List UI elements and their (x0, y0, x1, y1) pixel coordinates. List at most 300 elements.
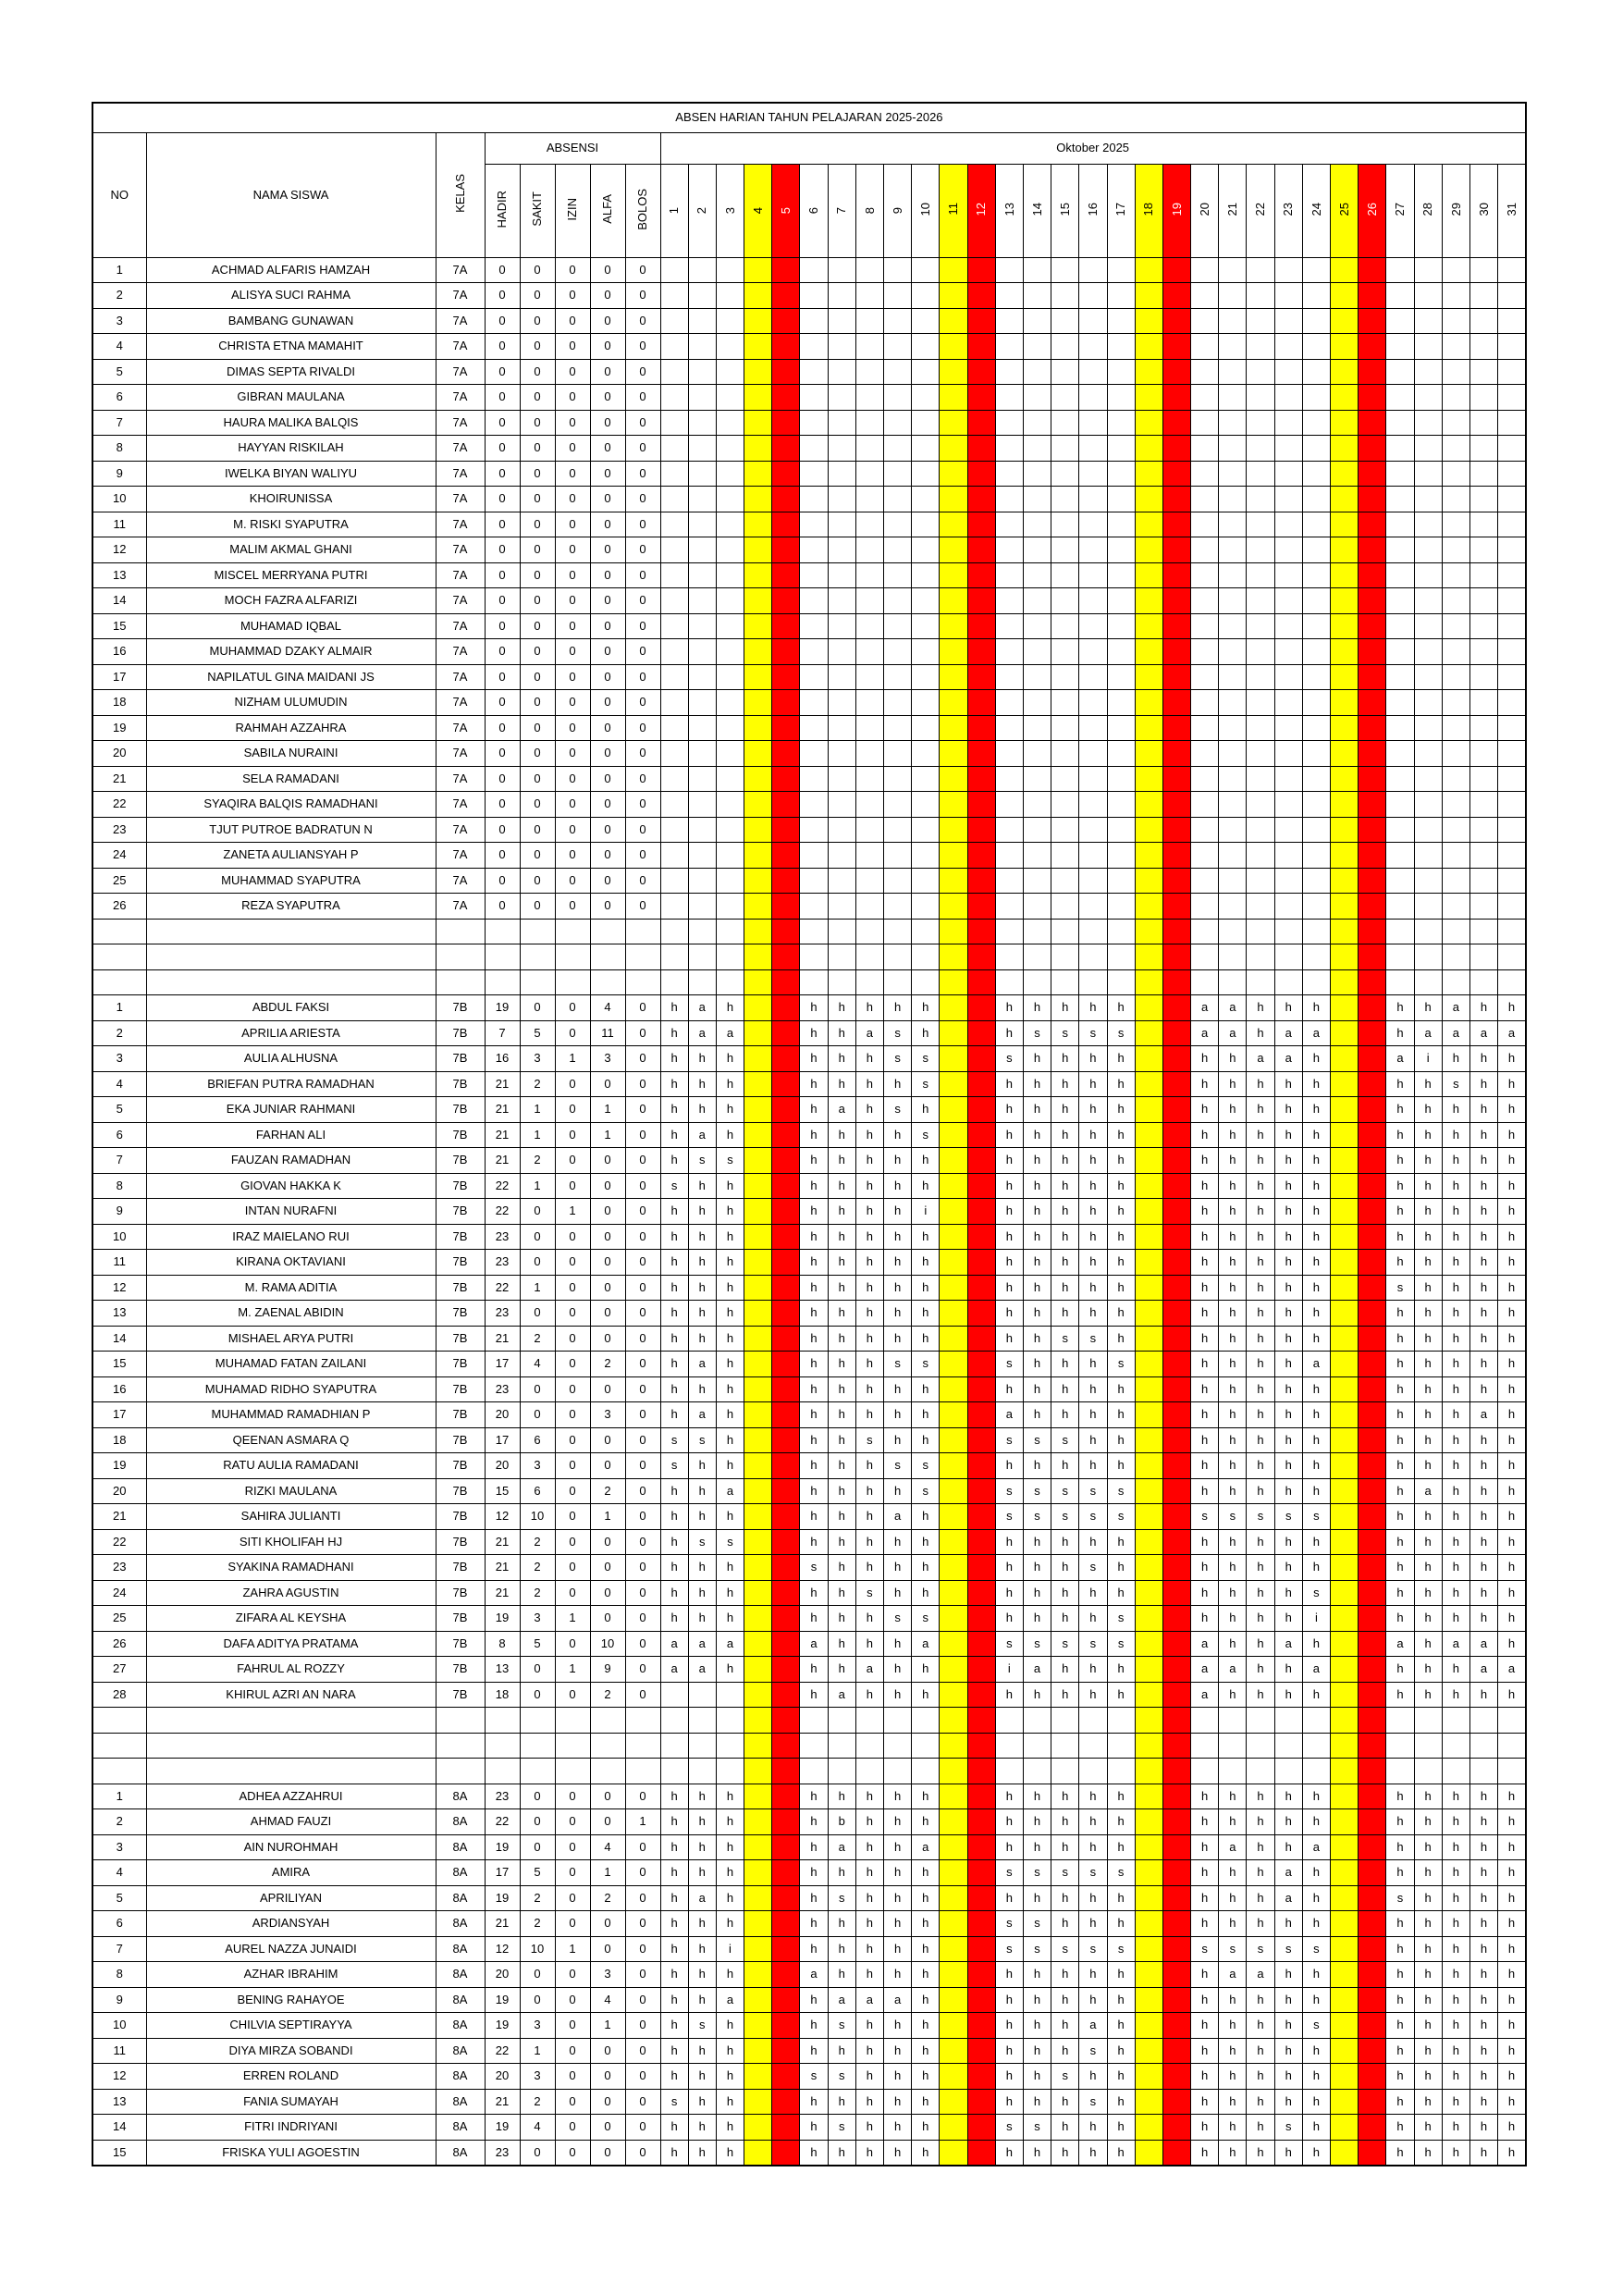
day-header-21 (1219, 164, 1247, 257)
attendance-day-cell (940, 257, 967, 283)
attendance-day-cell: h (1274, 1987, 1302, 2013)
attendance-day-cell (1359, 1402, 1386, 1428)
attendance-day-cell: h (1442, 1529, 1469, 1555)
attendance-day-cell (884, 894, 912, 920)
attendance-day-cell: h (1414, 995, 1442, 1021)
attendance-day-cell: h (995, 1122, 1023, 1148)
attendance-day-cell (660, 436, 688, 462)
attendance-day-cell: s (828, 1885, 855, 1911)
attendance-day-cell (1247, 487, 1274, 512)
hadir-cell: 15 (485, 1478, 520, 1504)
attendance-day-cell (1442, 537, 1469, 563)
student-row (92, 410, 1526, 436)
attendance-day-cell: h (1498, 2038, 1526, 2064)
sakit-cell: 0 (520, 715, 555, 741)
attendance-day-cell (967, 690, 995, 716)
attendance-day-cell (940, 1071, 967, 1097)
blank-day-cell (1162, 1759, 1190, 1784)
attendance-day-cell: h (1247, 1860, 1274, 1886)
izin-cell: 0 (555, 843, 590, 869)
attendance-day-cell: h (1247, 2115, 1274, 2141)
attendance-day-cell: h (1302, 1376, 1330, 1402)
attendance-day-cell: h (1051, 1046, 1079, 1072)
student-row (92, 2064, 1526, 2090)
attendance-day-cell: s (1079, 1555, 1107, 1581)
attendance-day-cell: h (1302, 1453, 1330, 1479)
attendance-day-cell: h (1247, 1427, 1274, 1453)
attendance-day-cell: h (995, 1376, 1023, 1402)
attendance-day-cell (1274, 639, 1302, 665)
student-row (92, 1301, 1526, 1327)
attendance-day-cell (1219, 741, 1247, 767)
attendance-day-cell (1302, 308, 1330, 334)
attendance-day-cell (1191, 588, 1219, 614)
attendance-day-cell: h (1219, 1784, 1247, 1809)
day-header-10 (912, 164, 940, 257)
blank-day-cell (716, 1708, 744, 1734)
attendance-day-cell (1331, 1427, 1359, 1453)
blank-day-cell (1498, 1708, 1526, 1734)
student-name-cell: BRIEFAN PUTRA RAMADHAN (146, 1071, 436, 1097)
attendance-day-cell (884, 512, 912, 537)
attendance-day-cell (855, 562, 883, 588)
attendance-day-cell (1498, 690, 1526, 716)
student-name-cell: FANIA SUMAYAH (146, 2089, 436, 2115)
bolos-cell: 0 (625, 894, 660, 920)
attendance-day-cell (1219, 894, 1247, 920)
attendance-day-cell: h (716, 1301, 744, 1327)
attendance-day-cell (967, 2089, 995, 2115)
sakit-cell: 3 (520, 2013, 555, 2039)
blank-day-cell (1359, 1733, 1386, 1759)
attendance-day-cell: h (716, 1885, 744, 1911)
attendance-day-cell: s (1079, 1936, 1107, 1962)
hadir-cell: 0 (485, 639, 520, 665)
attendance-day-cell (1051, 562, 1079, 588)
attendance-day-cell: h (800, 1580, 828, 1606)
attendance-day-cell: h (1302, 1427, 1330, 1453)
attendance-day-cell: h (1219, 2064, 1247, 2090)
attendance-day-cell (1302, 894, 1330, 920)
rotated-label: 20 (1197, 202, 1211, 216)
attendance-day-cell: h (1247, 1631, 1274, 1657)
attendance-day-cell (884, 537, 912, 563)
row-number-cell: 9 (92, 1987, 146, 2013)
attendance-day-cell (1051, 868, 1079, 894)
attendance-day-cell: h (1023, 1529, 1051, 1555)
attendance-day-cell (855, 537, 883, 563)
attendance-day-cell (1023, 461, 1051, 487)
attendance-day-cell: h (1051, 2140, 1079, 2166)
student-name-cell: MUHAMAD RIDHO SYAPUTRA (146, 1376, 436, 1402)
blank-day-cell (995, 944, 1023, 970)
class-cell: 7B (436, 1376, 485, 1402)
attendance-day-cell: h (1247, 1173, 1274, 1199)
hadir-cell: 19 (485, 1885, 520, 1911)
attendance-day-cell: h (1079, 1682, 1107, 1708)
attendance-day-cell (1219, 257, 1247, 283)
attendance-day-cell (1359, 995, 1386, 1021)
blank-day-cell (884, 919, 912, 944)
bolos-cell: 0 (625, 1122, 660, 1148)
attendance-day-cell (940, 1504, 967, 1530)
attendance-day-cell (1079, 308, 1107, 334)
attendance-day-cell: h (1302, 1631, 1330, 1657)
attendance-day-cell: h (828, 1860, 855, 1886)
blank-day-cell (1219, 1733, 1247, 1759)
attendance-day-cell (1162, 1834, 1190, 1860)
attendance-day-cell: h (828, 1962, 855, 1988)
attendance-day-cell (1162, 1962, 1190, 1988)
attendance-day-cell (744, 1199, 772, 1225)
attendance-day-cell: h (1107, 1885, 1135, 1911)
attendance-day-cell (688, 894, 716, 920)
attendance-day-cell: h (995, 1962, 1023, 1988)
student-row (92, 1580, 1526, 1606)
attendance-day-cell (744, 537, 772, 563)
rotated-label: 15 (1057, 202, 1072, 216)
attendance-day-cell: h (688, 1250, 716, 1276)
sakit-cell: 0 (520, 690, 555, 716)
blank-day-cell (884, 944, 912, 970)
attendance-day-cell (1135, 664, 1162, 690)
hadir-cell: 0 (485, 512, 520, 537)
attendance-day-cell (1359, 2013, 1386, 2039)
attendance-day-cell (800, 537, 828, 563)
attendance-day-cell (912, 308, 940, 334)
attendance-day-cell (1359, 1275, 1386, 1301)
attendance-day-cell (688, 613, 716, 639)
attendance-day-cell: h (884, 1936, 912, 1962)
attendance-day-cell (1359, 664, 1386, 690)
student-row (92, 1224, 1526, 1250)
student-row (92, 1555, 1526, 1581)
attendance-day-cell: s (884, 1097, 912, 1123)
attendance-day-cell: a (912, 1631, 940, 1657)
attendance-day-cell: h (1051, 1962, 1079, 1988)
attendance-day-cell (1469, 359, 1497, 385)
attendance-day-cell: h (912, 1962, 940, 1988)
attendance-day-cell: h (800, 2140, 828, 2166)
attendance-day-cell (940, 1580, 967, 1606)
attendance-day-cell: h (828, 1326, 855, 1352)
attendance-day-cell: h (912, 1580, 940, 1606)
attendance-day-cell: s (1023, 1631, 1051, 1657)
attendance-day-cell (1162, 1606, 1190, 1632)
attendance-day-cell (744, 1122, 772, 1148)
attendance-day-cell: h (1107, 1427, 1135, 1453)
attendance-day-cell: a (1274, 1631, 1302, 1657)
alfa-cell: 10 (590, 1631, 625, 1657)
attendance-day-cell (1135, 2115, 1162, 2141)
attendance-day-cell: h (1219, 1606, 1247, 1632)
izin-cell: 0 (555, 385, 590, 411)
attendance-day-cell (967, 1555, 995, 1581)
attendance-day-cell (940, 537, 967, 563)
attendance-day-cell (1162, 436, 1190, 462)
bolos-cell: 0 (625, 613, 660, 639)
attendance-day-cell: h (1386, 1326, 1414, 1352)
sakit-cell: 1 (520, 1097, 555, 1123)
attendance-day-cell (1135, 1199, 1162, 1225)
attendance-day-cell (884, 359, 912, 385)
student-row (92, 1376, 1526, 1402)
attendance-day-cell: a (688, 1885, 716, 1911)
izin-cell: 0 (555, 1173, 590, 1199)
bolos-cell: 0 (625, 1504, 660, 1530)
attendance-day-cell: h (1219, 1376, 1247, 1402)
attendance-day-cell: h (716, 995, 744, 1021)
attendance-day-cell (940, 334, 967, 360)
attendance-day-cell (1359, 792, 1386, 818)
attendance-day-cell (1302, 562, 1330, 588)
blank-cell (520, 919, 555, 944)
attendance-day-cell (828, 868, 855, 894)
attendance-day-cell: h (1274, 1301, 1302, 1327)
attendance-day-cell (1386, 664, 1414, 690)
attendance-day-cell (1247, 639, 1274, 665)
attendance-day-cell (1191, 283, 1219, 309)
attendance-day-cell (1359, 1020, 1386, 1046)
attendance-day-cell: h (855, 1224, 883, 1250)
student-row (92, 843, 1526, 869)
blank-day-cell (1442, 1733, 1469, 1759)
attendance-day-cell: h (828, 1352, 855, 1377)
alfa-cell: 0 (590, 283, 625, 309)
student-row (92, 588, 1526, 614)
attendance-day-cell (967, 1606, 995, 1632)
attendance-day-cell: h (1498, 1860, 1526, 1886)
attendance-day-cell: h (660, 1326, 688, 1352)
attendance-day-cell: h (1386, 1020, 1414, 1046)
attendance-day-cell: h (1107, 1224, 1135, 1250)
izin-cell: 0 (555, 817, 590, 843)
attendance-day-cell (1469, 308, 1497, 334)
attendance-day-cell (1079, 639, 1107, 665)
attendance-day-cell: h (855, 1199, 883, 1225)
student-row (92, 2038, 1526, 2064)
attendance-day-cell (1107, 588, 1135, 614)
attendance-day-cell (1442, 613, 1469, 639)
attendance-day-cell (967, 639, 995, 665)
attendance-day-cell: h (1386, 2115, 1414, 2141)
sakit-cell: 0 (520, 512, 555, 537)
alfa-cell: 0 (590, 1224, 625, 1250)
attendance-day-cell: h (1051, 1657, 1079, 1683)
col-header-name: NAMA SISWA (146, 132, 436, 257)
bolos-cell: 0 (625, 1352, 660, 1377)
blank-day-cell (828, 919, 855, 944)
attendance-day-cell (1023, 436, 1051, 462)
attendance-day-cell: h (912, 1529, 940, 1555)
attendance-day-cell (1302, 257, 1330, 283)
attendance-day-cell: h (800, 1606, 828, 1632)
student-name-cell: DAFA ADITYA PRATAMA (146, 1631, 436, 1657)
attendance-day-cell: h (1469, 1071, 1497, 1097)
attendance-day-cell (1023, 664, 1051, 690)
row-number-cell: 7 (92, 1936, 146, 1962)
attendance-day-cell: h (1107, 1122, 1135, 1148)
attendance-day-cell: h (1386, 1250, 1414, 1276)
attendance-day-cell (1162, 1784, 1190, 1809)
row-number-cell: 10 (92, 487, 146, 512)
attendance-day-cell (1247, 741, 1274, 767)
izin-cell: 0 (555, 461, 590, 487)
blank-cell (92, 919, 146, 944)
attendance-day-cell: h (828, 1580, 855, 1606)
blank-day-cell (884, 1759, 912, 1784)
attendance-day-cell (744, 894, 772, 920)
attendance-day-cell (1331, 1555, 1359, 1581)
row-number-cell: 16 (92, 1376, 146, 1402)
row-number-cell: 12 (92, 1275, 146, 1301)
attendance-day-cell (1386, 410, 1414, 436)
attendance-day-cell: h (1247, 1071, 1274, 1097)
attendance-day-cell: s (660, 1173, 688, 1199)
attendance-day-cell: h (660, 2064, 688, 2090)
sakit-cell: 10 (520, 1504, 555, 1530)
attendance-day-cell: h (800, 1987, 828, 2013)
attendance-day-cell (688, 334, 716, 360)
attendance-day-cell (772, 1555, 800, 1581)
blank-day-cell (1302, 969, 1330, 995)
blank-day-cell (716, 969, 744, 995)
attendance-day-cell (1302, 766, 1330, 792)
attendance-day-cell: h (855, 1326, 883, 1352)
sakit-cell: 6 (520, 1478, 555, 1504)
attendance-day-cell (912, 690, 940, 716)
attendance-day-cell (772, 1834, 800, 1860)
attendance-day-cell: a (1414, 1020, 1442, 1046)
attendance-day-cell (1079, 537, 1107, 563)
blank-day-cell (1274, 1733, 1302, 1759)
attendance-day-cell (772, 512, 800, 537)
attendance-day-cell (940, 487, 967, 512)
attendance-day-cell: h (1219, 1885, 1247, 1911)
izin-cell: 0 (555, 1784, 590, 1809)
attendance-day-cell: h (688, 1199, 716, 1225)
attendance-day-cell (940, 1885, 967, 1911)
attendance-day-cell (688, 868, 716, 894)
class-cell: 7A (436, 868, 485, 894)
attendance-day-cell: h (1247, 2089, 1274, 2115)
attendance-day-cell: h (884, 1122, 912, 1148)
attendance-day-cell (1107, 792, 1135, 818)
attendance-day-cell (1331, 461, 1359, 487)
attendance-day-cell (967, 1911, 995, 1937)
hadir-cell: 21 (485, 1911, 520, 1937)
attendance-day-cell (912, 613, 940, 639)
blank-day-cell (1107, 1759, 1135, 1784)
attendance-day-cell (940, 1682, 967, 1708)
day-header-31 (1498, 164, 1526, 257)
attendance-day-cell (772, 308, 800, 334)
attendance-day-cell (828, 512, 855, 537)
attendance-day-cell (1359, 1250, 1386, 1276)
attendance-day-cell: h (1414, 1911, 1442, 1937)
attendance-day-cell (1079, 894, 1107, 920)
attendance-day-cell (855, 410, 883, 436)
attendance-day-cell (744, 766, 772, 792)
attendance-day-cell: h (884, 1809, 912, 1835)
attendance-day-cell: h (855, 1250, 883, 1276)
attendance-day-cell (1247, 537, 1274, 563)
attendance-day-cell: h (800, 1529, 828, 1555)
blank-day-cell (967, 1759, 995, 1784)
attendance-day-cell (688, 588, 716, 614)
attendance-day-cell (1331, 1657, 1359, 1683)
attendance-day-cell (1247, 512, 1274, 537)
attendance-day-cell: h (1191, 1834, 1219, 1860)
izin-cell: 0 (555, 690, 590, 716)
row-number-cell: 6 (92, 1911, 146, 1937)
sakit-cell: 3 (520, 1046, 555, 1072)
blank-cell (146, 1708, 436, 1734)
hadir-cell: 0 (485, 308, 520, 334)
title-row (92, 103, 1526, 132)
blank-cell (625, 944, 660, 970)
attendance-day-cell (1135, 1453, 1162, 1479)
blank-day-cell (688, 1708, 716, 1734)
alfa-cell: 0 (590, 410, 625, 436)
attendance-day-cell (1135, 588, 1162, 614)
attendance-day-cell (1442, 487, 1469, 512)
attendance-day-cell: h (1051, 1809, 1079, 1835)
izin-cell: 0 (555, 487, 590, 512)
attendance-day-cell: a (1414, 1478, 1442, 1504)
attendance-day-cell (940, 1020, 967, 1046)
sakit-cell: 0 (520, 537, 555, 563)
sakit-cell: 0 (520, 257, 555, 283)
attendance-day-cell (1247, 792, 1274, 818)
attendance-day-cell: h (716, 1504, 744, 1530)
alfa-cell: 0 (590, 639, 625, 665)
blank-day-cell (772, 1759, 800, 1784)
day-header-4 (744, 164, 772, 257)
hadir-cell: 22 (485, 1199, 520, 1225)
attendance-day-cell: h (1274, 1427, 1302, 1453)
attendance-day-cell (940, 1834, 967, 1860)
class-cell: 7B (436, 1301, 485, 1327)
attendance-day-cell: h (855, 2064, 883, 2090)
blank-day-cell (1274, 1708, 1302, 1734)
alfa-cell: 0 (590, 588, 625, 614)
blank-cell (92, 944, 146, 970)
attendance-day-cell: h (1469, 2140, 1497, 2166)
attendance-day-cell: s (1191, 1936, 1219, 1962)
attendance-day-cell: s (1051, 1326, 1079, 1352)
attendance-day-cell: h (855, 1784, 883, 1809)
attendance-day-cell (1162, 1504, 1190, 1530)
attendance-day-cell: h (912, 1097, 940, 1123)
attendance-day-cell (1359, 1885, 1386, 1911)
hadir-cell: 20 (485, 1962, 520, 1988)
rotated-label: 1 (667, 207, 682, 215)
attendance-day-cell: h (716, 1860, 744, 1886)
attendance-day-cell: h (1414, 1809, 1442, 1835)
attendance-day-cell: h (688, 1478, 716, 1504)
attendance-day-cell: s (1107, 1631, 1135, 1657)
attendance-day-cell (1051, 359, 1079, 385)
attendance-day-cell (1331, 1352, 1359, 1377)
student-row (92, 2089, 1526, 2115)
attendance-day-cell: h (1219, 1631, 1247, 1657)
attendance-day-cell (828, 715, 855, 741)
blank-day-cell (912, 944, 940, 970)
attendance-day-cell: h (1023, 2064, 1051, 2090)
attendance-day-cell: h (1191, 1606, 1219, 1632)
attendance-day-cell: h (1219, 1809, 1247, 1835)
